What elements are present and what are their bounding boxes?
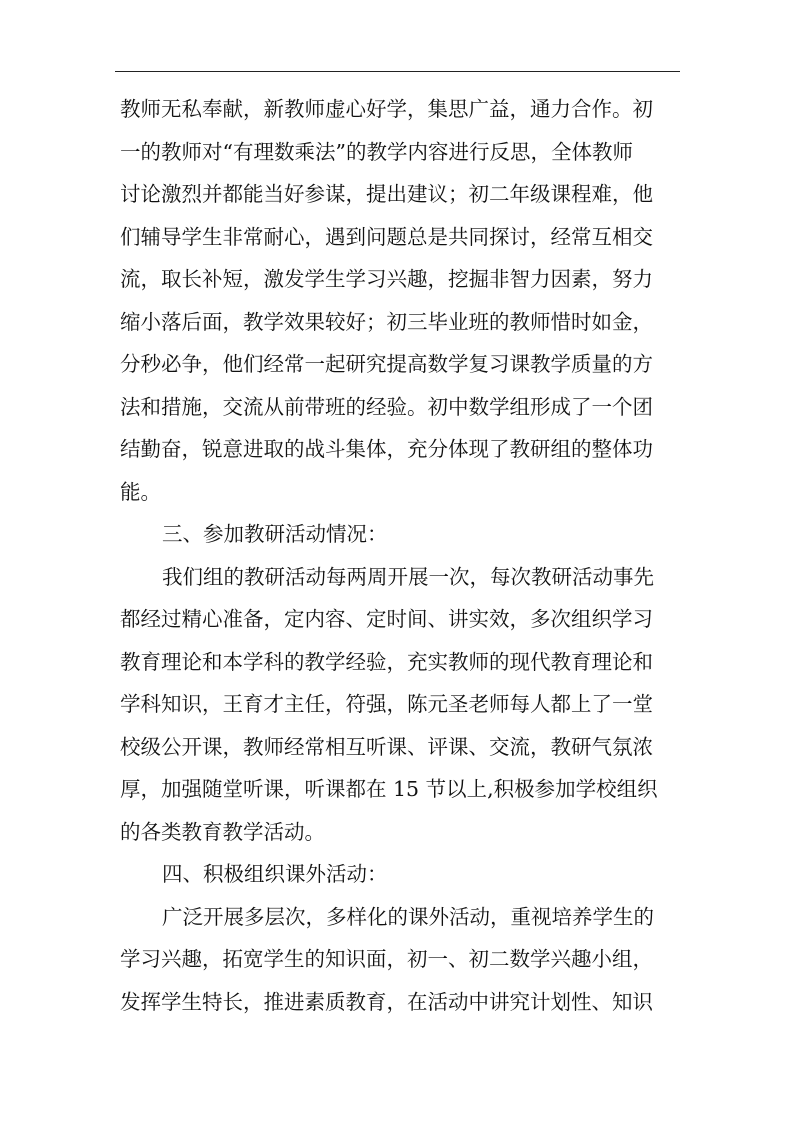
body-line: 的各类教育教学活动。 [120, 820, 325, 844]
body-line: 一的教师对“有理数乘法”的教学内容进行反思，全体教师 [120, 140, 633, 164]
body-line: 学科知识，王育才主任，符强，陈元圣老师每人都上了一堂 [120, 692, 653, 716]
header-rule [115, 71, 680, 72]
body-line: 教师无私奉献，新教师虚心好学，集思广益，通力合作。初 [120, 97, 653, 121]
body-line: 分秒必争，他们经常一起研究提高数学复习课教学质量的方 [120, 352, 653, 376]
body-line: 发挥学生特长，推进素质教育，在活动中讲究计划性、知识 [120, 990, 653, 1014]
body-line: 结勤奋，锐意进取的战斗集体，充分体现了教研组的整体功 [120, 437, 653, 461]
body-line: 都经过精心准备，定内容、定时间、讲实效，多次组织学习 [120, 607, 653, 631]
body-line: 校级公开课，教师经常相互听课、评课、交流，教研气氛浓 [120, 735, 653, 759]
body-line: 缩小落后面，教学效果较好；初三毕业班的教师惜时如金， [120, 310, 653, 334]
body-line: 能。 [120, 480, 161, 504]
section-heading: 四、积极组织课外活动： [162, 862, 388, 886]
body-line: 教育理论和本学科的教学经验，充实教师的现代教育理论和 [120, 650, 653, 674]
body-line: 讨论激烈并都能当好参谋，提出建议；初二年级课程难，他 [120, 182, 653, 206]
body-line: 流，取长补短，激发学生学习兴趣，挖掘非智力因素，努力 [120, 267, 653, 291]
section-heading: 三、参加教研活动情况： [162, 522, 388, 546]
body-line: 们辅导学生非常耐心，遇到问题总是共同探讨，经常互相交 [120, 225, 653, 249]
body-line: 广泛开展多层次，多样化的课外活动，重视培养学生的 [162, 905, 654, 929]
body-line: 我们组的教研活动每两周开展一次，每次教研活动事先 [162, 565, 654, 589]
body-line: 法和措施，交流从前带班的经验。初中数学组形成了一个团 [120, 395, 653, 419]
body-line: 厚，加强随堂听课，听课都在 15 节以上,积极参加学校组织 [120, 777, 658, 801]
body-line: 学习兴趣，拓宽学生的知识面，初一、初二数学兴趣小组， [120, 947, 653, 971]
